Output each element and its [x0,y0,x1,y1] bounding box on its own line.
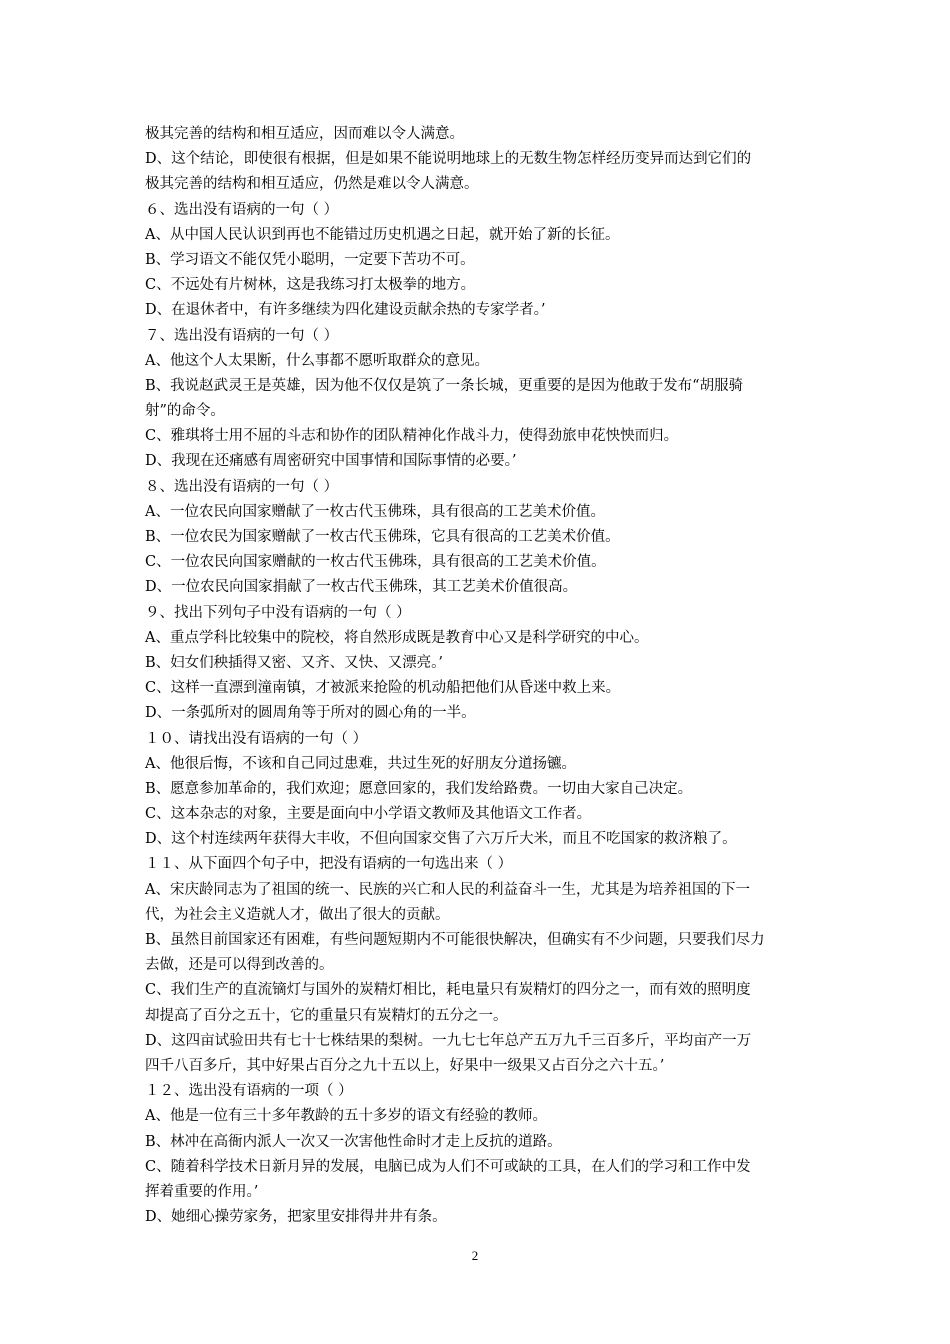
text-line: B、林冲在高衙内派人一次又一次害他性命时才走上反抗的道路。 [145,1133,562,1150]
text-line: D、一条弧所对的圆周角等于所对的圆心角的一半。 [145,705,476,722]
text-line: 代，为社会主义造就人才，做出了很大的贡献。 [145,906,450,923]
text-line: B、学习语文不能仅凭小聪明，一定要下苦功不可。 [145,251,475,268]
text-line: A、他很后悔，不该和自己同过患难，共过生死的好朋友分道扬镳。 [145,755,576,772]
text-line: A、他这个人太果断，什么事都不愿听取群众的意见。 [145,352,489,369]
text-line: C、这本杂志的对象，主要是面向中小学语文教师及其他语文工作者。 [145,806,592,823]
text-line: C、雅琪将士用不屈的斗志和协作的团队精神化作战斗力，使得劲旅申花怏怏而归。 [145,428,679,445]
text-line: D、在退休者中，有许多继续为四化建设贡献余热的专家学者。’ [145,302,546,319]
text-line: D、她细心操劳家务，把家里安排得井井有条。 [145,1209,447,1226]
text-line: A、他是一位有三十多年教龄的五十多岁的语文有经验的教师。 [145,1108,547,1125]
text-line: D、一位农民向国家捐献了一枚古代玉佛珠，其工艺美术价值很高。 [145,579,578,596]
text-line: A、从中国人民认识到再也不能错过历史机遇之日起，就开始了新的长征。 [145,226,620,243]
text-line: A、一位农民向国家赠献了一枚古代玉佛珠，具有很高的工艺美术价值。 [145,503,605,520]
text-line: B、一位农民为国家赠献了一枚古代玉佛珠，它具有很高的工艺美术价值。 [145,529,620,545]
text-line: 却提高了百分之五十，它的重量只有炭精灯的五分之一。 [145,1007,508,1024]
text-line: １０、请找出没有语病的一句（ ） [145,730,368,747]
text-line: C、随着科学技术日新月异的发展，电脑已成为人们不可或缺的工具，在人们的学习和工作中发 [145,1158,751,1175]
text-line: ８、选出没有语病的一句（ ） [145,478,339,495]
text-line: C、一位农民向国家赠献的一枚古代玉佛珠，具有很高的工艺美术价值。 [145,554,606,571]
text-line: C、这样一直漂到潼南镇，才被派来抢险的机动船把他们从昏迷中救上来。 [145,680,621,697]
text-line: C、我们生产的直流镝灯与国外的炭精灯相比，耗电量只有炭精灯的四分之一，而有效的照明度 [145,982,751,999]
text-line: A、宋庆龄同志为了祖国的统一、民族的兴亡和人民的利益奋斗一生，尤其是为培养祖国的下一 [145,881,750,898]
text-line: 四千八百多斤，其中好果占百分之九十五以上，好果中一级果又占百分之六十五。’ [145,1057,665,1074]
text-line: １１、从下面四个句子中，把没有语病的一句选出来（ ） [145,856,513,873]
text-line: 极其完善的结构和相互适应，仍然是难以令人满意。 [145,176,479,193]
text-line: D、我现在还痛感有周密研究中国事情和国际事情的必要。’ [145,453,517,470]
document-body [145,122,817,1230]
text-line: C、不远处有片树林，这是我练习打太极拳的地方。 [145,277,476,294]
text-line: ９、找出下列句子中没有语病的一句（ ） [145,604,411,621]
text-line: D、这个村连续两年获得大丰收，不但向国家交售了六万斤大米，而且不吃国家的救济粮了。 [145,831,737,848]
text-line: １２、选出没有语病的一项（ ） [145,1083,353,1100]
text-line: B、我说赵武灵王是英雄，因为他不仅仅是筑了一条长城，更重要的是因为他敢于发布“胡服骑 [145,377,744,394]
text-line: 挥着重要的作用。’ [145,1183,259,1200]
text-line: 极其完善的结构和相互适应，因而难以令人满意。 [145,126,464,142]
text-line: B、虽然目前国家还有困难，有些问题短期内不可能很快解决，但确实有不少问题，只要我们尽力 [145,932,765,948]
text-line: B、愿意参加革命的，我们欢迎；愿意回家的，我们发给路费。一切由大家自己决定。 [145,780,693,797]
text-line: ６、选出没有语病的一句（ ） [145,201,339,218]
text-line: D、这个结论，即使很有根据，但是如果不能说明地球上的无数生物怎样经历变异而达到它们的 [145,151,752,168]
text-line: D、这四亩试验田共有七十七株结果的梨树。一九七七年总产五万九千三百多斤，平均亩产一万 [145,1032,752,1049]
page-number: 2 [471,1248,479,1263]
text-line: ７、选出没有语病的一句（ ） [145,327,339,344]
text-line: 射”的命令。 [145,403,225,420]
text-line: B、妇女们秧插得又密、又齐、又快、又漂亮。’ [145,654,444,671]
text-line: A、重点学科比较集中的院校，将自然形成既是教育中心又是科学研究的中心。 [145,629,649,646]
text-line: 去做，还是可以得到改善的。 [145,957,334,974]
